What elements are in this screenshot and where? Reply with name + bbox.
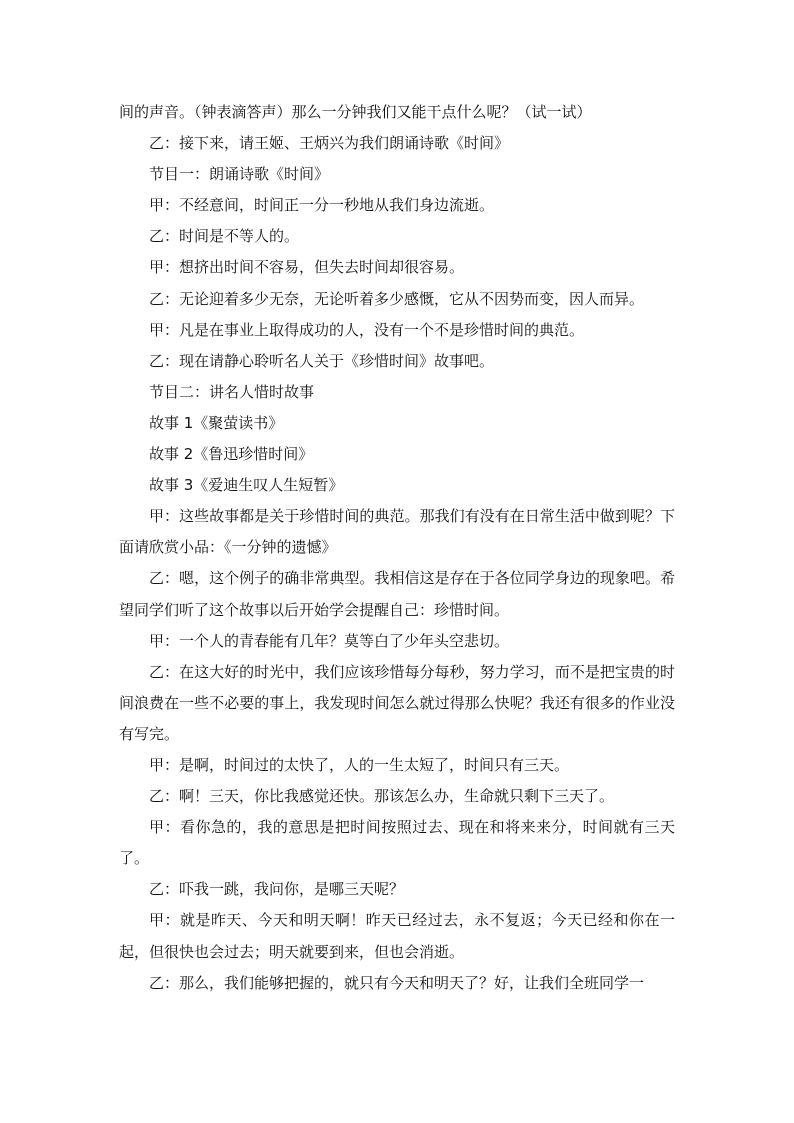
story-item: 故事 1《聚萤读书》 — [149, 413, 284, 432]
paragraph: 乙：啊！三天，你比我感觉还快。那该怎么办，生命就只剩下三天了。 — [149, 787, 615, 806]
paragraph: 甲：不经意间，时间正一分一秒地从我们身边流逝。 — [149, 196, 495, 215]
paragraph: 甲：就是昨天、今天和明天啊！昨天已经过去，永不复返；今天已经和你在一起，但很快也会过去；明天就要到来，但也会消逝。 — [119, 911, 675, 961]
story-item: 故事 2《鲁迅珍惜时间》 — [149, 445, 314, 464]
paragraph: 甲：想挤出时间不容易，但失去时间却很容易。 — [149, 258, 465, 277]
paragraph: 乙：吓我一跳，我问你，是哪三天呢？ — [149, 880, 405, 899]
program-heading: 节目二：讲名人惜时故事 — [149, 382, 315, 401]
paragraph: 乙：在这大好的时光中，我们应该珍惜每分每秒，努力学习，而不是把宝贵的时间浪费在一些不必要的事上，我发现时间怎么就过得那么快呢？我还有很多的作业没有写完。 — [119, 662, 675, 743]
paragraph: 甲：凡是在事业上取得成功的人，没有一个不是珍惜时间的典范。 — [149, 320, 585, 339]
paragraph: 乙：无论迎着多少无奈，无论听着多少感慨，它从不因势而变，因人而异。 — [149, 289, 645, 308]
paragraph: 乙：现在请静心聆听名人关于《珍惜时间》故事吧。 — [149, 351, 495, 370]
paragraph: 甲：一个人的青春能有几年？莫等白了少年头空悲切。 — [149, 631, 510, 650]
paragraph: 甲：这些故事都是关于珍惜时间的典范。那我们有没有在日常生活中做到呢？下面请欣赏小品：《一分钟的遗憾》 — [119, 507, 675, 557]
paragraph: 乙：接下来，请王姬、王炳兴为我们朗诵诗歌《时间》 — [149, 134, 510, 153]
paragraph: 乙：嗯，这个例子的确非常典型。我相信这是存在于各位同学身边的现象吧。希望同学们听了这个故事以后开始学会提醒自己：珍惜时间。 — [119, 569, 675, 619]
document-body — [119, 97, 675, 999]
paragraph: 乙：那么，我们能够把握的，就只有今天和明天了？好，让我们全班同学一 — [149, 973, 645, 992]
program-heading: 节目一：朗诵诗歌《时间》 — [149, 165, 330, 184]
paragraph: 甲：是啊，时间过的太快了，人的一生太短了，时间只有三天。 — [149, 755, 570, 774]
paragraph-continuation: 间的声音。（钟表滴答声）那么一分钟我们又能干点什么呢？（试一试） — [119, 103, 592, 121]
paragraph: 乙：时间是不等人的。 — [149, 227, 300, 246]
story-item: 故事 3《爱迪生叹人生短暂》 — [149, 476, 344, 495]
paragraph: 甲：看你急的，我的意思是把时间按照过去、现在和将来来分，时间就有三天了。 — [119, 818, 675, 868]
